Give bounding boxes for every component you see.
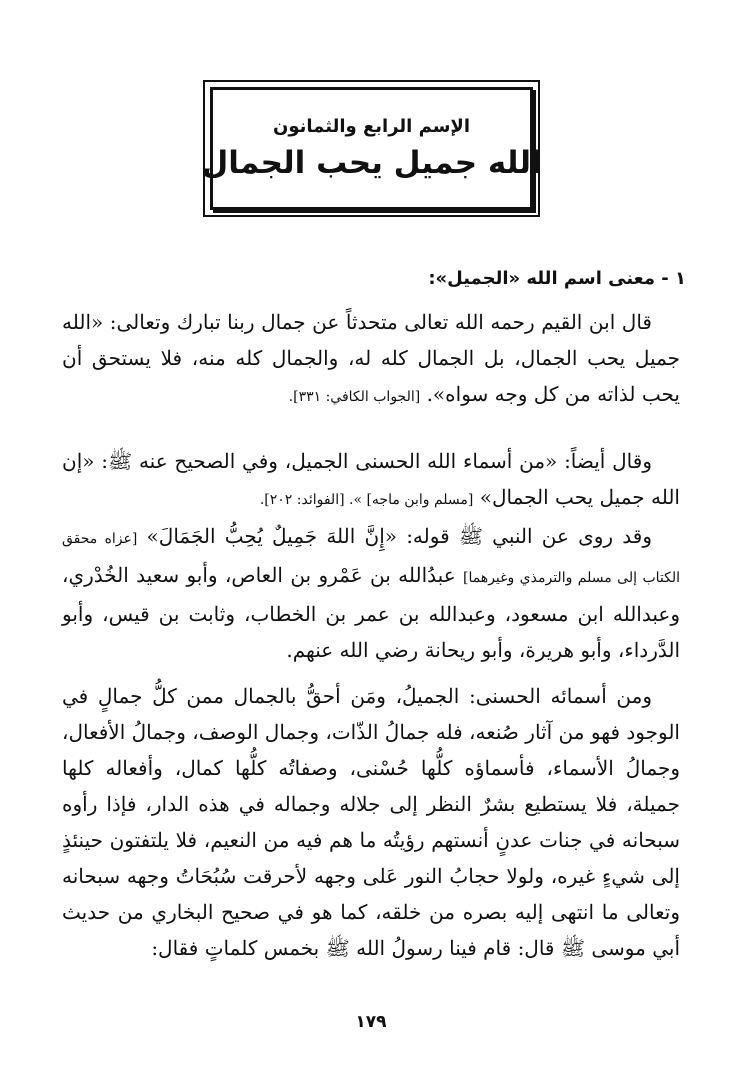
paragraph-2-text: وقال أيضاً: «من أسماء الله الحسنى الجميل، وفي الصحيح عنه ﷺ: «إن الله جميل يحب الجمال» xyxy=(62,449,680,509)
paragraph-3-text-continued: عبدُالله بن عَمْرو بن العاص، وأبو سعيد الخُدْري، وعبدالله ابن مسعود، وعبدالله بن عمر بن الخطاب، وثابت بن قيس، وأبو الدَّرداء، وأبو هريرة، وأبو ريحانة رضي الله عنهم. xyxy=(62,563,680,662)
paragraph-3-text: وقد روى عن النبي ﷺ قوله: «إِنَّ اللهَ جَمِيلٌ يُحِبُّ الجَمَالَ» xyxy=(146,524,652,548)
paragraph-4 xyxy=(62,678,680,966)
paragraph-4-text: ومن أسمائه الحسنى: الجميلُ، ومَن أحقُّ بالجمال ممن كلُّ جمالٍ في الوجود فهو من آثار صُنعه، فله جمالُ الذّات، وجمال الوصف، وجمالُ الأفعال، وجمالُ الأسماء، فأسماؤه كلُّها حُسْنى، وصفاتُه كلُّها كمال، وأفعاله كلها جميلة، فلا يستطيع بشرٌ النظر إلى جلاله وجماله في هذه الدار، فإذا رأوه سبحانه في جنات عدنٍ أنستهم رؤيتُه ما هم فيه من النعيم، فلا يلتفتون حينئذٍ إلى شيءٍ غيره، ولولا حجابُ النور عَلى وجهه لأحرقت سُبُحَاتُ وجهه سبحانه وتعالى ما انتهى إليه بصره من خلقه، كما هو في صحيح البخاري من حديث أبي موسى ﷺ قال: قام فينا رسولُ الله ﷺ بخمس كلماتٍ فقال: xyxy=(62,684,680,960)
paragraph-3 xyxy=(62,518,680,668)
paragraph-2-reference: [مسلم وابن ماجه] ». [الفوائد: ٢٠٢]. xyxy=(259,492,474,508)
paragraph-2 xyxy=(62,443,680,518)
title-frame xyxy=(203,80,540,217)
chapter-subtitle: الإسم الرابع والثمانون xyxy=(273,116,470,137)
chapter-title: الله جميل يحب الجمال xyxy=(201,145,542,181)
title-inner-frame xyxy=(201,87,542,210)
paragraph-3-reference: [عزاه محقق الكتاب إلى مسلم والترمذي وغيرهما] xyxy=(62,531,681,586)
page-number: ١٧٩ xyxy=(355,1012,387,1032)
paragraph-1 xyxy=(62,304,680,415)
paragraph-1-text: قال ابن القيم رحمه الله تعالى متحدثاً عن جمال ربنا تبارك وتعالى: «الله جميل يحب الجمال، بل الجمال كله له، والجمال كله منه، فلا يستحق أن يحب لذاته من كل وجه سواه». xyxy=(62,310,680,406)
paragraph-1-reference: [الجواب الكافي: ٣٣١]. xyxy=(288,389,421,405)
section-heading: ١ - معنى اسم الله «الجميل»: xyxy=(428,268,686,289)
